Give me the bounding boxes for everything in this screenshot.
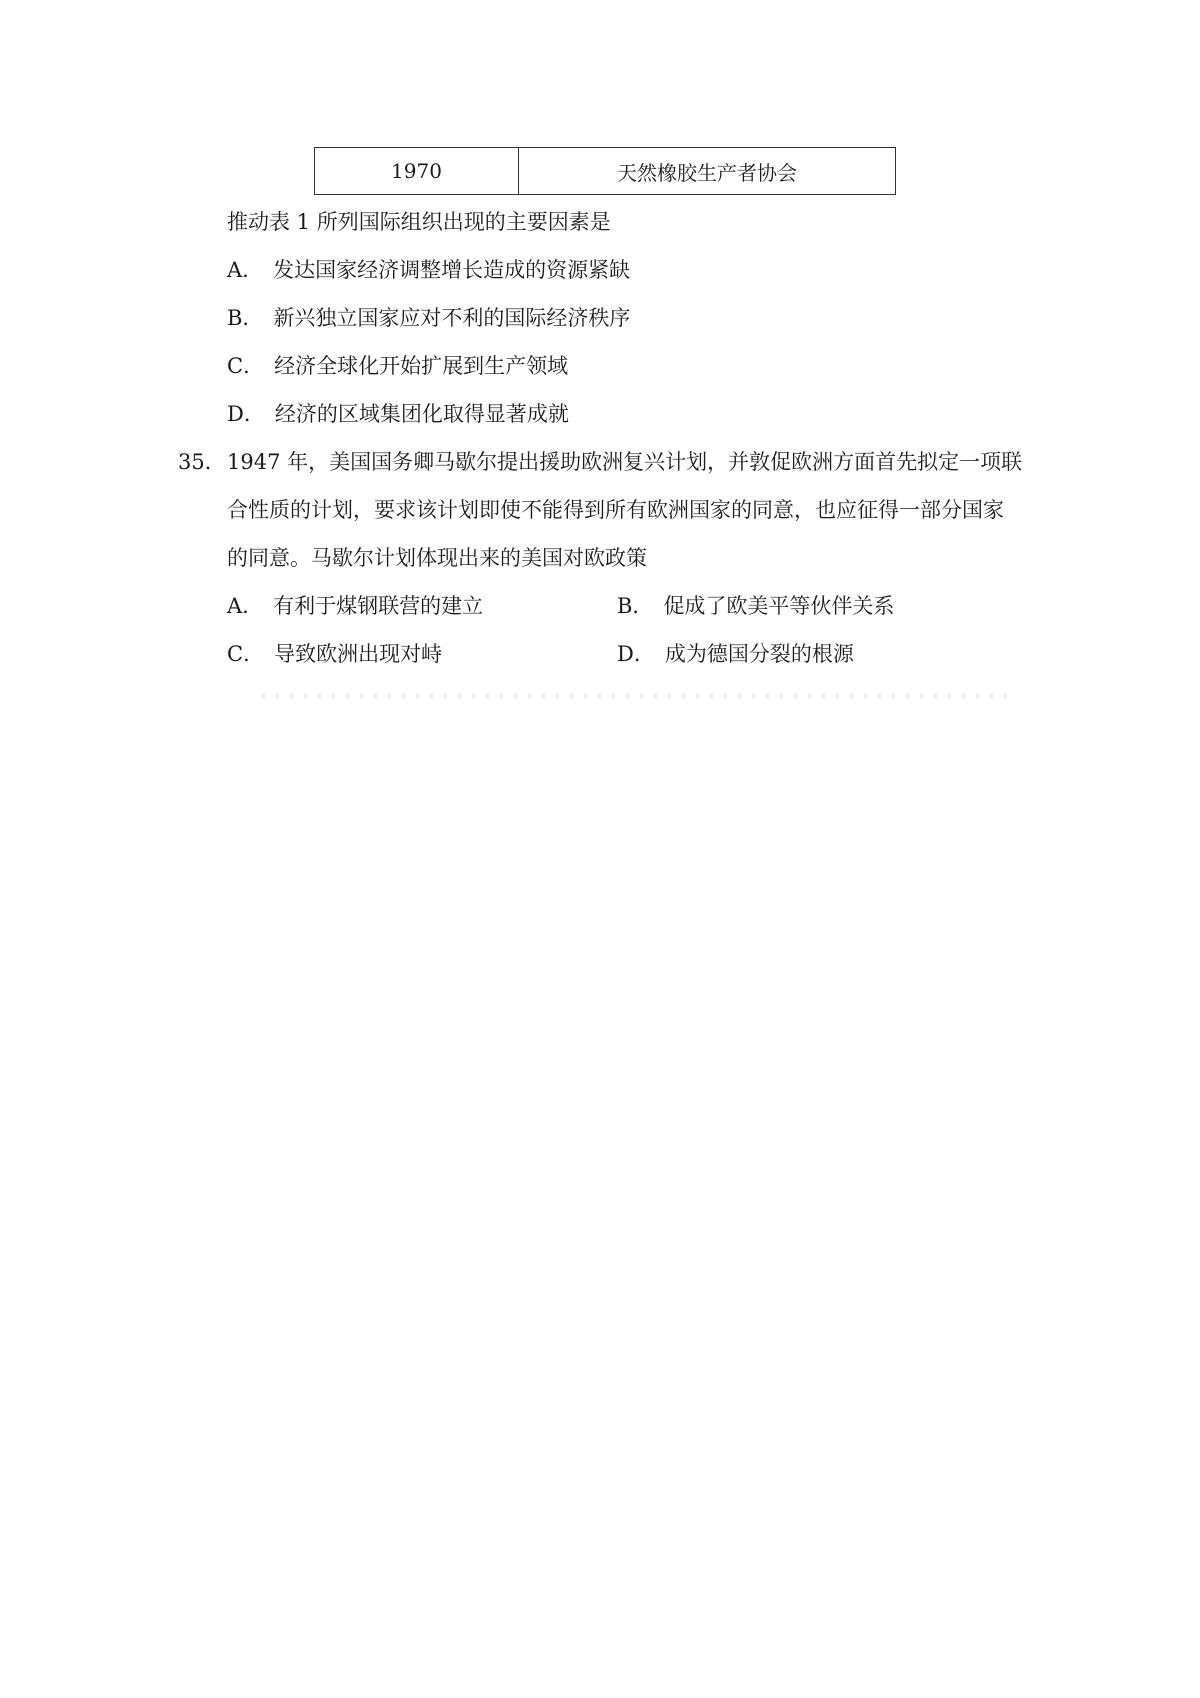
question-35-option-c (227, 640, 442, 668)
scan-artifact (262, 693, 1012, 699)
option-letter: C． (227, 642, 265, 666)
question-35-line-2: 合性质的计划，要求该计划即使不能得到所有欧洲国家的同意，也应征得一部分国家 (227, 498, 1004, 522)
question-35-option-d (617, 640, 854, 668)
option-text: 新兴独立国家应对不利的国际经济秩序 (273, 306, 631, 330)
question-34-stem: 推动表 1 所列国际组织出现的主要因素是 (227, 210, 611, 234)
question-35-number: 35． (178, 450, 226, 474)
option-text: 促成了欧美平等伙伴关系 (663, 594, 895, 618)
question-34-option-d (227, 400, 569, 428)
option-letter: C． (227, 354, 265, 378)
question-35-line-3: 的同意。马歇尔计划体现出来的美国对欧政策 (227, 546, 647, 570)
question-34-option-c (227, 352, 568, 380)
option-letter: D． (227, 402, 265, 426)
question-34-option-a (227, 256, 630, 284)
option-text: 经济的区域集团化取得显著成就 (274, 402, 569, 426)
option-letter: A． (227, 258, 264, 282)
table-cell-organization: 天然橡胶生产者协会 (519, 148, 896, 195)
option-text: 发达国家经济调整增长造成的资源紧缺 (273, 258, 631, 282)
table-cell-year: 1970 (315, 148, 519, 195)
option-letter: A． (227, 594, 264, 618)
option-letter: D． (617, 642, 655, 666)
question-35-option-a (227, 592, 483, 620)
table-row (315, 148, 896, 195)
question-35-option-b (617, 592, 894, 620)
option-text: 经济全球化开始扩展到生产领域 (274, 354, 569, 378)
option-text: 导致欧洲出现对峙 (274, 642, 443, 666)
organization-table (314, 147, 896, 195)
option-letter: B． (227, 306, 264, 330)
option-text: 有利于煤钢联营的建立 (273, 594, 484, 618)
question-34-option-b (227, 304, 630, 332)
option-letter: B． (617, 594, 654, 618)
question-35-line-1: 1947 年，美国国务卿马歇尔提出援助欧洲复兴计划，并敦促欧洲方面首先拟定一项联 (227, 450, 1023, 474)
option-text: 成为德国分裂的根源 (664, 642, 854, 666)
